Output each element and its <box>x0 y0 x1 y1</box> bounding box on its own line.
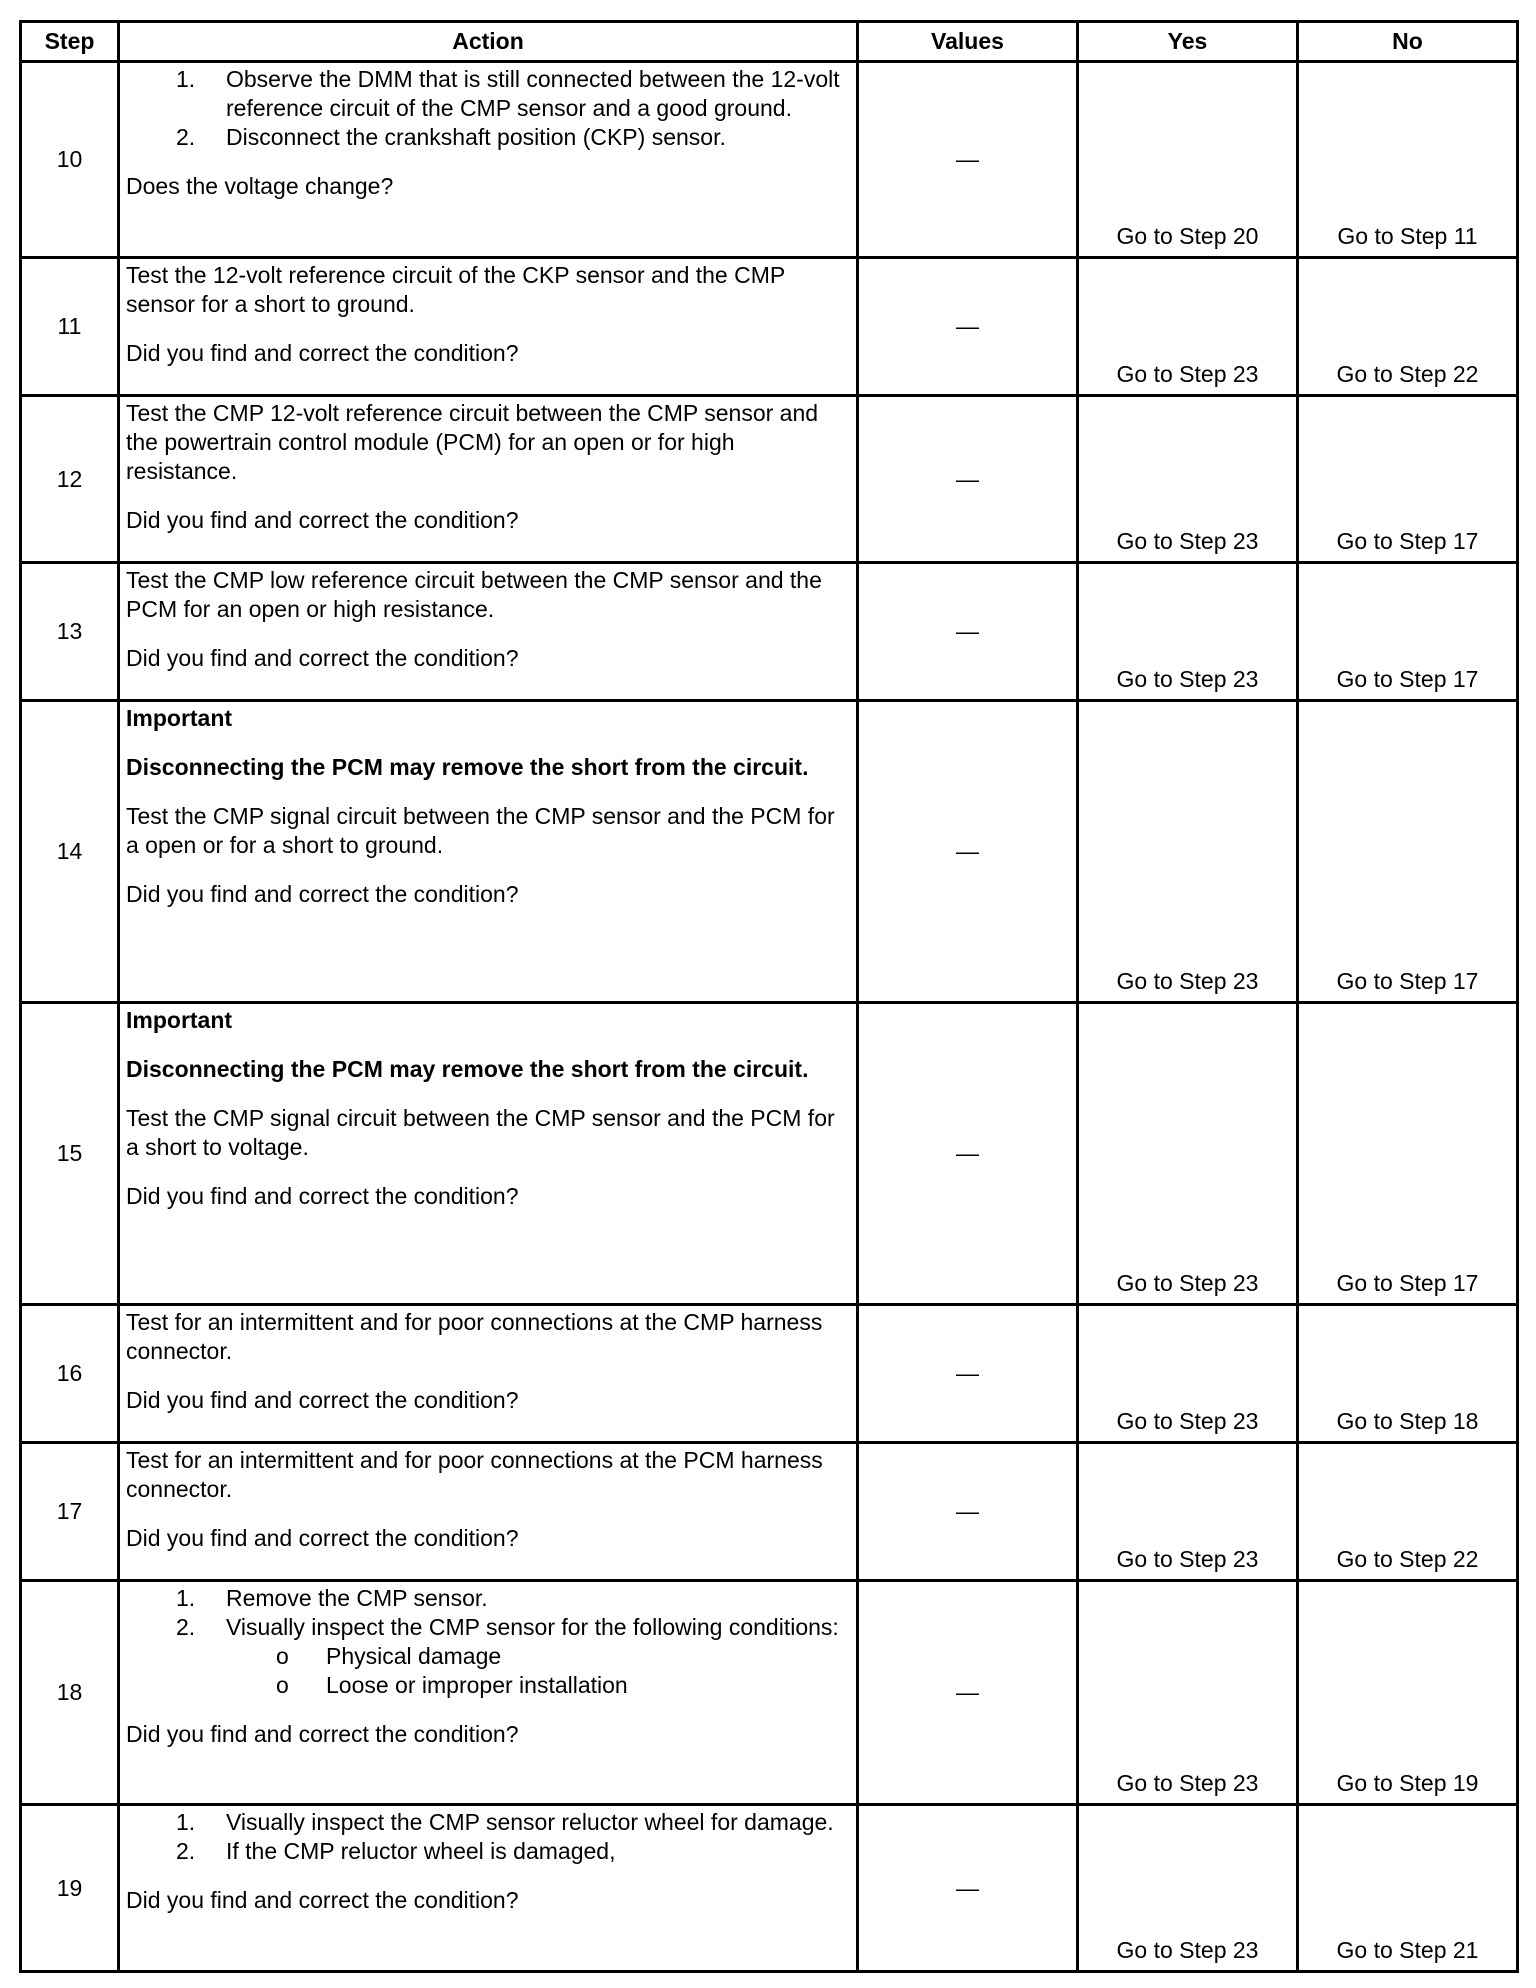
header-row <box>21 22 1518 62</box>
yes-cell: Go to Step 23 <box>1078 1003 1298 1305</box>
action-list <box>126 1808 850 1866</box>
diagnostic-table <box>19 20 1519 1973</box>
list-item <box>126 1808 850 1837</box>
action-cell <box>119 1805 858 1972</box>
step-number: 15 <box>21 1003 119 1305</box>
question-text: Did you find and correct the condition? <box>126 507 519 533</box>
yes-cell: Go to Step 20 <box>1078 62 1298 258</box>
no-cell: Go to Step 17 <box>1298 1003 1518 1305</box>
no-cell: Go to Step 22 <box>1298 258 1518 396</box>
list-number: 1. <box>176 66 196 92</box>
table-row <box>21 1003 1518 1305</box>
action-text: Test the CMP low reference circuit between the CMP sensor and the PCM for an open or high resistance. <box>126 567 822 622</box>
header-action: Action <box>119 22 858 62</box>
action-text: Test the CMP signal circuit between the CMP sensor and the PCM for a short to voltage. <box>126 1105 835 1160</box>
list-text: Visually inspect the CMP sensor reluctor wheel for damage. <box>226 1809 834 1835</box>
action-text: Test the CMP 12-volt reference circuit between the CMP sensor and the powertrain control module (PCM) for an open or for high resistance. <box>126 400 819 484</box>
action-text: Test the CMP signal circuit between the CMP sensor and the PCM for a open or for a short to ground. <box>126 803 835 858</box>
value-cell: — <box>858 258 1078 396</box>
condition-list <box>126 1642 850 1700</box>
header-step: Step <box>21 22 119 62</box>
list-text: Visually inspect the CMP sensor for the following conditions: <box>226 1614 839 1640</box>
question-text: Did you find and correct the condition? <box>126 645 519 671</box>
table-row <box>21 258 1518 396</box>
action-cell <box>119 563 858 701</box>
important-note: Disconnecting the PCM may remove the short from the circuit. <box>126 1056 809 1082</box>
question-text: Did you find and correct the condition? <box>126 340 519 366</box>
value-cell: — <box>858 1443 1078 1581</box>
sub-list-item <box>126 1671 850 1700</box>
step-number: 18 <box>21 1581 119 1805</box>
list-item <box>126 1584 850 1613</box>
action-text: Test the 12-volt reference circuit of the CKP sensor and the CMP sensor for a short to ground. <box>126 262 785 317</box>
step-number: 11 <box>21 258 119 396</box>
action-text: Test for an intermittent and for poor connections at the CMP harness connector. <box>126 1309 823 1364</box>
value-cell: — <box>858 62 1078 258</box>
sub-list-text: Physical damage <box>326 1643 502 1669</box>
table-row <box>21 1305 1518 1443</box>
important-label: Important <box>126 705 233 731</box>
no-cell: Go to Step 21 <box>1298 1805 1518 1972</box>
header-values: Values <box>858 22 1078 62</box>
no-cell: Go to Step 19 <box>1298 1581 1518 1805</box>
question-text: Does the voltage change? <box>126 173 394 199</box>
step-number: 13 <box>21 563 119 701</box>
value-cell: — <box>858 1003 1078 1305</box>
sub-list-text: Loose or improper installation <box>326 1672 628 1698</box>
action-cell <box>119 258 858 396</box>
yes-cell: Go to Step 23 <box>1078 701 1298 1003</box>
table-row <box>21 1581 1518 1805</box>
important-note: Disconnecting the PCM may remove the short from the circuit. <box>126 754 809 780</box>
yes-cell: Go to Step 23 <box>1078 258 1298 396</box>
yes-cell: Go to Step 23 <box>1078 1805 1298 1972</box>
list-item <box>126 1837 850 1866</box>
yes-cell: Go to Step 23 <box>1078 1581 1298 1805</box>
question-text: Did you find and correct the condition? <box>126 1525 519 1551</box>
step-number: 10 <box>21 62 119 258</box>
list-text: If the CMP reluctor wheel is damaged, <box>226 1838 616 1864</box>
action-cell <box>119 1003 858 1305</box>
question-text: Did you find and correct the condition? <box>126 1183 519 1209</box>
step-number: 16 <box>21 1305 119 1443</box>
value-cell: — <box>858 396 1078 563</box>
list-text: Disconnect the crankshaft position (CKP) sensor. <box>226 124 726 150</box>
bullet: o <box>276 1672 289 1698</box>
list-number: 2. <box>176 1614 196 1640</box>
question-text: Did you find and correct the condition? <box>126 1721 519 1747</box>
no-cell: Go to Step 22 <box>1298 1443 1518 1581</box>
sub-list-item <box>126 1642 850 1671</box>
table-row <box>21 1443 1518 1581</box>
step-number: 12 <box>21 396 119 563</box>
list-item <box>126 123 850 152</box>
table-row <box>21 396 1518 563</box>
value-cell: — <box>858 563 1078 701</box>
no-cell: Go to Step 17 <box>1298 396 1518 563</box>
action-list <box>126 1584 850 1642</box>
step-number: 19 <box>21 1805 119 1972</box>
list-number: 1. <box>176 1809 196 1835</box>
list-item <box>126 1613 850 1642</box>
action-cell <box>119 701 858 1003</box>
action-cell <box>119 1443 858 1581</box>
action-cell <box>119 1581 858 1805</box>
table-row <box>21 563 1518 701</box>
list-number: 1. <box>176 1585 196 1611</box>
important-label: Important <box>126 1007 233 1033</box>
question-text: Did you find and correct the condition? <box>126 1887 519 1913</box>
table-row <box>21 62 1518 258</box>
step-number: 17 <box>21 1443 119 1581</box>
action-cell <box>119 62 858 258</box>
list-item <box>126 65 850 123</box>
value-cell: — <box>858 1581 1078 1805</box>
header-no: No <box>1298 22 1518 62</box>
list-number: 2. <box>176 124 196 150</box>
question-text: Did you find and correct the condition? <box>126 1387 519 1413</box>
yes-cell: Go to Step 23 <box>1078 563 1298 701</box>
bullet: o <box>276 1643 289 1669</box>
yes-cell: Go to Step 23 <box>1078 396 1298 563</box>
step-number: 14 <box>21 701 119 1003</box>
action-list <box>126 65 850 152</box>
list-number: 2. <box>176 1838 196 1864</box>
list-text: Remove the CMP sensor. <box>226 1585 488 1611</box>
yes-cell: Go to Step 23 <box>1078 1443 1298 1581</box>
action-text: Test for an intermittent and for poor connections at the PCM harness connector. <box>126 1447 823 1502</box>
no-cell: Go to Step 17 <box>1298 701 1518 1003</box>
question-text: Did you find and correct the condition? <box>126 881 519 907</box>
yes-cell: Go to Step 23 <box>1078 1305 1298 1443</box>
action-cell <box>119 1305 858 1443</box>
value-cell: — <box>858 1805 1078 1972</box>
value-cell: — <box>858 701 1078 1003</box>
no-cell: Go to Step 11 <box>1298 62 1518 258</box>
no-cell: Go to Step 18 <box>1298 1305 1518 1443</box>
no-cell: Go to Step 17 <box>1298 563 1518 701</box>
header-yes: Yes <box>1078 22 1298 62</box>
list-text: Observe the DMM that is still connected between the 12-volt reference circuit of the CMP sensor and a good ground. <box>226 66 840 121</box>
value-cell: — <box>858 1305 1078 1443</box>
action-cell <box>119 396 858 563</box>
table-row <box>21 1805 1518 1972</box>
table-row <box>21 701 1518 1003</box>
